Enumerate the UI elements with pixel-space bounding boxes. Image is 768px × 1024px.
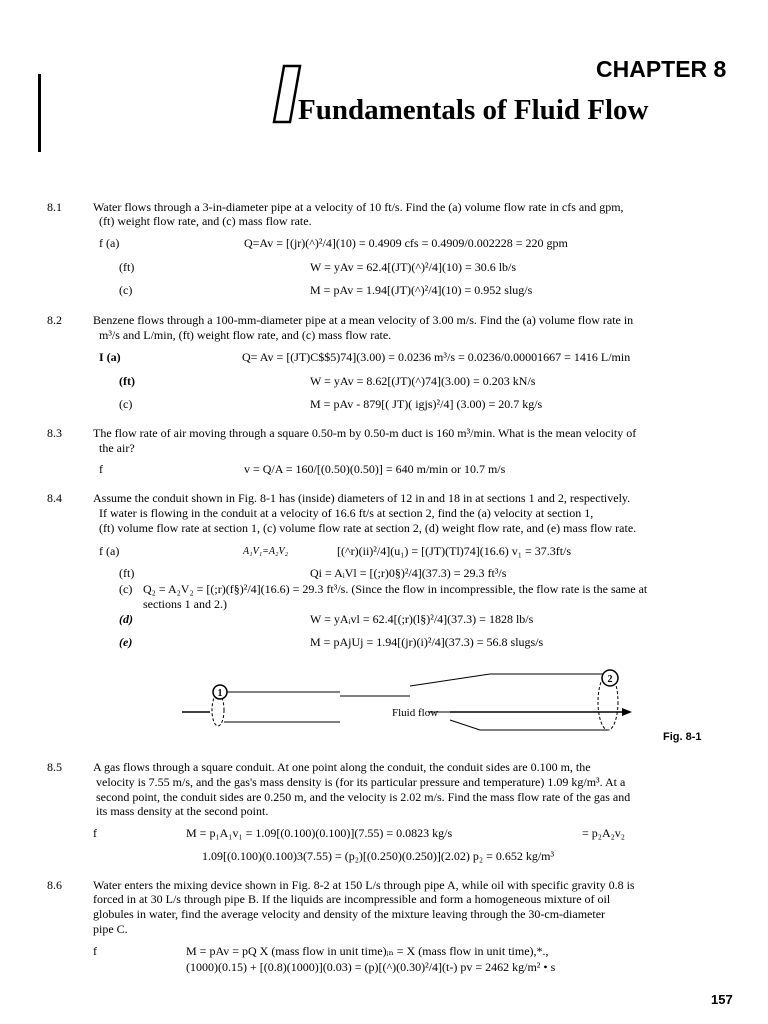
equation: M = pAv = 1.94[(JT)(^)²/4](10) = 0.952 slug/s (310, 283, 533, 297)
solution-label: f (a) (99, 236, 120, 250)
problem-number: 8.2 (47, 313, 62, 327)
solution-label: I (a) (99, 350, 121, 364)
solution-label: (c) (119, 283, 133, 297)
problem-number: 8.1 (47, 200, 62, 214)
problem-number: 8.6 (47, 878, 62, 892)
problem-text: If water is flowing in the conduit at a velocity of 16.6 ft/s at section 2, find the (a) velocity at section 1, (99, 506, 594, 520)
section-2-label: 2 (607, 674, 613, 685)
solution-label: (c) (119, 582, 133, 596)
flow-label: Fluid flow (392, 707, 439, 719)
problem-number: 8.5 (47, 760, 62, 774)
solution-label: f (93, 826, 97, 840)
problem-text: Water flows through a 3-in-diameter pipe at a velocity of 10 ft/s. Find the (a) volume flow rate in cfs and gpm, (93, 200, 624, 214)
equation: Q=Av = [(jr)(^)²/4](10) = 0.4909 cfs = 0.4909/0.002228 = 220 gpm (244, 236, 568, 250)
solution-label: f (a) (99, 544, 120, 558)
problem-text: (ft) weight flow rate, and (c) mass flow rate. (99, 214, 312, 228)
problem-text: Assume the conduit shown in Fig. 8-1 has (inside) diameters of 12 in and 18 in at sections 1 and 2, respectively. (93, 491, 631, 505)
equation: W = yAᵢvl = 62.4[(;r)(l§)²/4](37.3) = 1828 lb/s (310, 612, 534, 626)
equation: M = pAjUj = 1.94[(jr)(i)²/4](37.3) = 56.8 slugs/s (310, 635, 544, 649)
problem-text: pipe C. (93, 922, 128, 936)
equation: M = pAv = pQ X (mass flow in unit time)ᵢₙ = X (mass flow in unit time),*., (186, 944, 549, 958)
pipe-wall (450, 720, 480, 730)
solution-label: (e) (119, 635, 133, 649)
problem-text: The flow rate of air moving through a square 0.50-m by 0.50-m duct is 160 m³/min. What is the mean velocity of (93, 426, 637, 440)
equation: A₁V₁=A₂V₂ (243, 546, 289, 557)
solution-label: f (93, 944, 97, 958)
equation: M = p₁A₁v₁ = 1.09[(0.100)(0.100)](7.55) = 0.0823 kg/s (186, 826, 453, 840)
equation: v = Q/A = 160/[(0.50)(0.50)] = 640 m/min or 10.7 m/s (244, 462, 506, 476)
solution-label: (ft) (119, 260, 135, 274)
problem-number: 8.4 (47, 491, 62, 505)
problem-text: globules in water, find the average velocity and density of the mixture leaving through the 30-cm-diameter (93, 907, 606, 921)
problem-text: forced in at 30 L/s through pipe B. If the liquids are incompressible and form a homogeneous mixture of oil (93, 892, 611, 906)
equation: sections 1 and 2.) (143, 597, 227, 611)
equation: = p₂A₂v₂ (582, 826, 625, 840)
solution-label: (c) (119, 397, 133, 411)
page-number: 157 (711, 992, 733, 1007)
solution-label: (ft) (119, 566, 135, 580)
problem-text: its mass density at the second point. (96, 804, 269, 818)
equation: M = pAv - 879[( JT)( igjs)²/4] (3.00) = 20.7 kg/s (310, 397, 543, 411)
equation: [(^r)(ii)²/4](u₁) = [(JT)(Tl)74](16.6) v₁ = 37.3ft/s (337, 544, 572, 558)
flow-arrowhead (622, 708, 632, 716)
equation: (1000)(0.15) + [(0.8)(1000)](0.03) = (p)[(^)(0.30)²/4](t-) pv = 2462 kg/m² • s (186, 960, 556, 974)
equation: Q₂ = A₂V₂ = [(;r)(f§)²/4](16.6) = 29.3 ft³/s. (Since the flow in incompressible, the flow rate is the same at (143, 582, 648, 596)
problem-text: second point, the conduit sides are 0.250 m, and the velocity is 2.02 m/s. Find the mass flow rate of the gas and (96, 790, 631, 804)
margin-rule (38, 74, 41, 152)
problem-text: (ft) volume flow rate at section 1, (c) volume flow rate at section 2, (d) weight flow rate, and (e) mass flow rate. (99, 521, 637, 535)
equation: Q= Av = [(JT)C$$5)74](3.00) = 0.0236 m³/s = 0.0236/0.00001667 = 1416 L/min (242, 350, 631, 364)
problem-text: Benzene flows through a 100-mm-diameter pipe at a mean velocity of 3.00 m/s. Find the (a) volume flow rate in (93, 313, 634, 327)
figure-8-1 (180, 664, 660, 744)
chapter-title: Fundamentals of Fluid Flow (298, 94, 649, 126)
figure-caption: Fig. 8-1 (663, 731, 702, 743)
problem-text: A gas flows through a square conduit. At one point along the conduit, the conduit sides are 0.100 m, the (93, 760, 591, 774)
chapter-label: CHAPTER 8 (596, 56, 727, 82)
problem-text: the air? (99, 441, 135, 455)
section-1-label: 1 (217, 688, 223, 699)
equation: Qi = AᵢVl = [(;r)0§)²/4](37.3) = 29.3 ft³/s (310, 566, 507, 580)
pipe-wall (410, 674, 490, 686)
equation: W = yAv = 62.4[(JT)(^)²/4](10) = 30.6 lb/s (310, 260, 517, 274)
solution-label: (ft) (119, 374, 135, 388)
solution-label: f (99, 462, 103, 476)
solution-label: (d) (119, 612, 133, 626)
problem-text: velocity is 7.55 m/s, and the gas's mass density is (for its particular pressure and temperature) 1.09 kg/m³. At a (96, 775, 626, 789)
problem-text: m³/s and L/min, (ft) weight flow rate, and (c) mass flow rate. (99, 328, 392, 342)
problem-text: Water enters the mixing device shown in Fig. 8-2 at 150 L/s through pipe A, while oil with specific gravity 0.8 is (93, 878, 635, 892)
equation: W = yAv = 8.62[(JT)(^)74](3.00) = 0.203 kN/s (310, 374, 536, 388)
equation: 1.09[(0.100)(0.100)3(7.55) = (p₂)[(0.250)(0.250)](2.02) p₂ = 0.652 kg/m³ (202, 849, 555, 863)
problem-number: 8.3 (47, 426, 62, 440)
